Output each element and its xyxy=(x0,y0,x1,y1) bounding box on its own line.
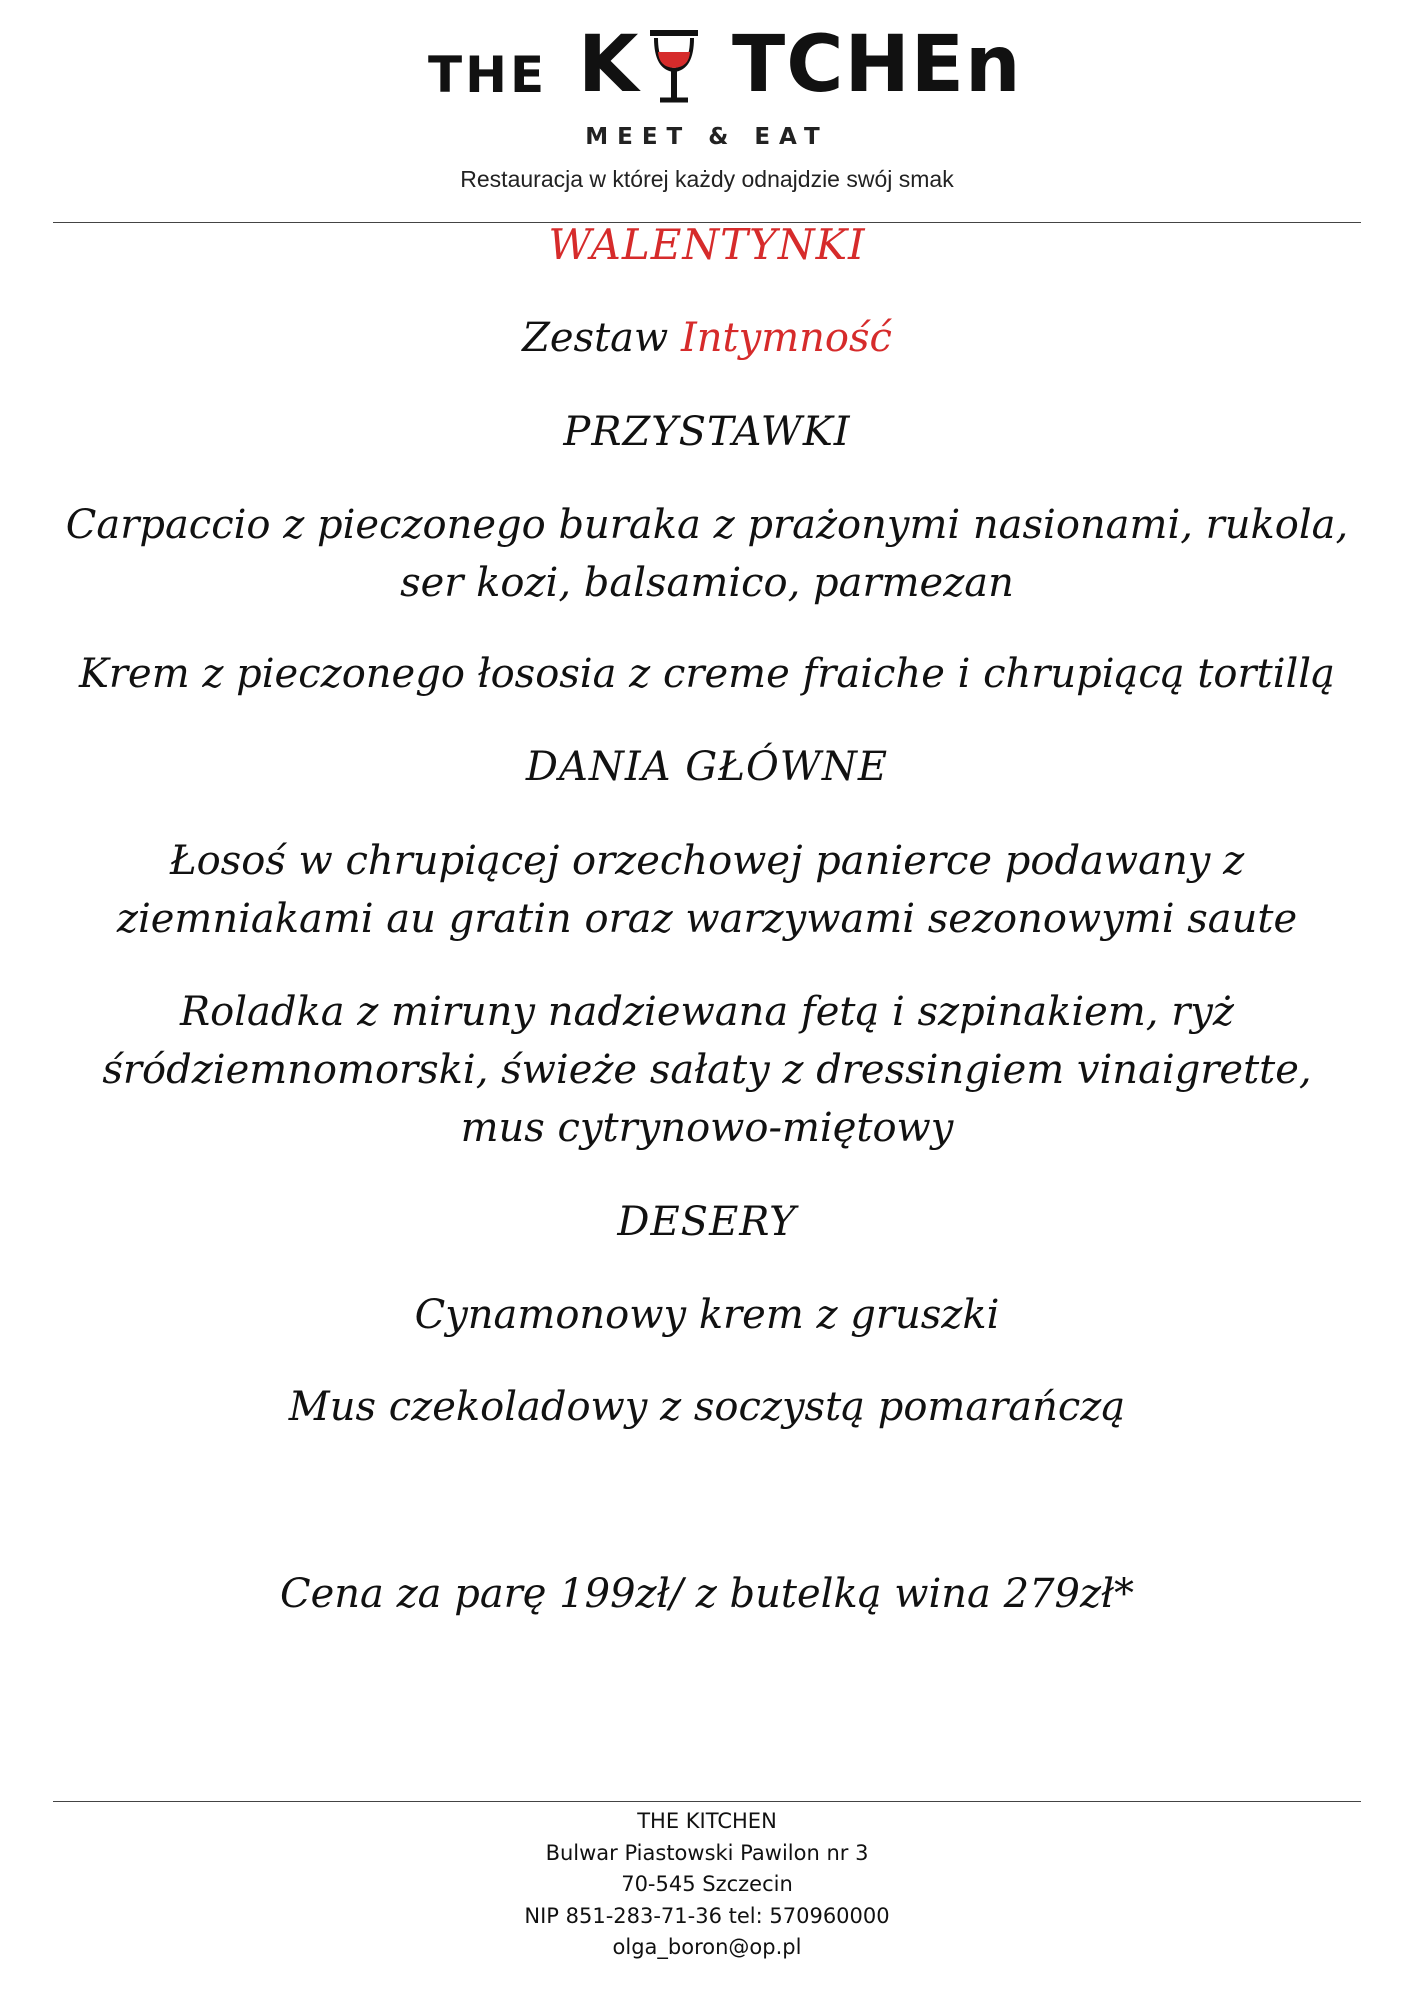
set-title xyxy=(0,309,1414,367)
set-name: Intymność xyxy=(680,315,892,361)
menu-title: WALENTYNKI xyxy=(548,220,866,269)
restaurant-logo xyxy=(0,18,1414,110)
footer-address: Bulwar Piastowski Pawilon nr 3 xyxy=(545,1840,869,1865)
section-heading-starters: PRZYSTAWKI xyxy=(563,409,851,455)
logo-word-tchen: TCHEn xyxy=(732,20,1022,110)
price-line: Cena za parę 199zł/ z butelką wina 279zł* xyxy=(279,1571,1135,1617)
footer-city: 70-545 Szczecin xyxy=(621,1872,793,1896)
dessert-2: Mus czekoladowy z soczystą pomarańczą xyxy=(288,1384,1126,1430)
tagline: MEET & EAT xyxy=(585,124,829,150)
wine-glass-icon xyxy=(646,28,702,106)
footer-contact xyxy=(0,1806,1414,1964)
starter-1-line-1: Carpaccio z pieczonego buraka z prażonymi nasionami, rukola, xyxy=(65,502,1349,548)
starter-2: Krem z pieczonego łososia z creme fraiche i chrupiącą tortillą xyxy=(79,651,1335,697)
footer-divider xyxy=(53,1801,1361,1802)
main-1-line-2: ziemniakami au gratin oraz warzywami sezonowymi saute xyxy=(116,896,1298,942)
main-1-line-1: Łosoś w chrupiącej orzechowej panierce podawany z xyxy=(169,838,1245,884)
section-heading-desserts: DESERY xyxy=(617,1199,797,1245)
restaurant-subtitle: Restauracja w której każdy odnajdzie swój smak xyxy=(460,166,954,192)
main-2-line-1: Roladka z miruny nadziewana fetą i szpinakiem, ryż xyxy=(180,989,1234,1035)
set-prefix: Zestaw xyxy=(522,315,681,361)
footer-nip-phone: NIP 851-283-71-36 tel: 570960000 xyxy=(524,1903,890,1928)
footer-email[interactable]: olga_boron@op.pl xyxy=(612,1935,802,1959)
main-2-line-3: mus cytrynowo-miętowy xyxy=(460,1105,954,1151)
starter-1-line-2: ser kozi, balsamico, parmezan xyxy=(400,560,1014,606)
logo-letter-k: K xyxy=(578,20,639,110)
footer-name: THE KITCHEN xyxy=(637,1809,777,1833)
main-2-line-2: śródziemnomorski, świeże sałaty z dressingiem vinaigrette, xyxy=(102,1047,1312,1093)
dessert-1: Cynamonowy krem z gruszki xyxy=(414,1292,1000,1338)
logo-word-the: THE xyxy=(428,46,548,104)
section-heading-mains: DANIA GŁÓWNE xyxy=(525,744,889,790)
